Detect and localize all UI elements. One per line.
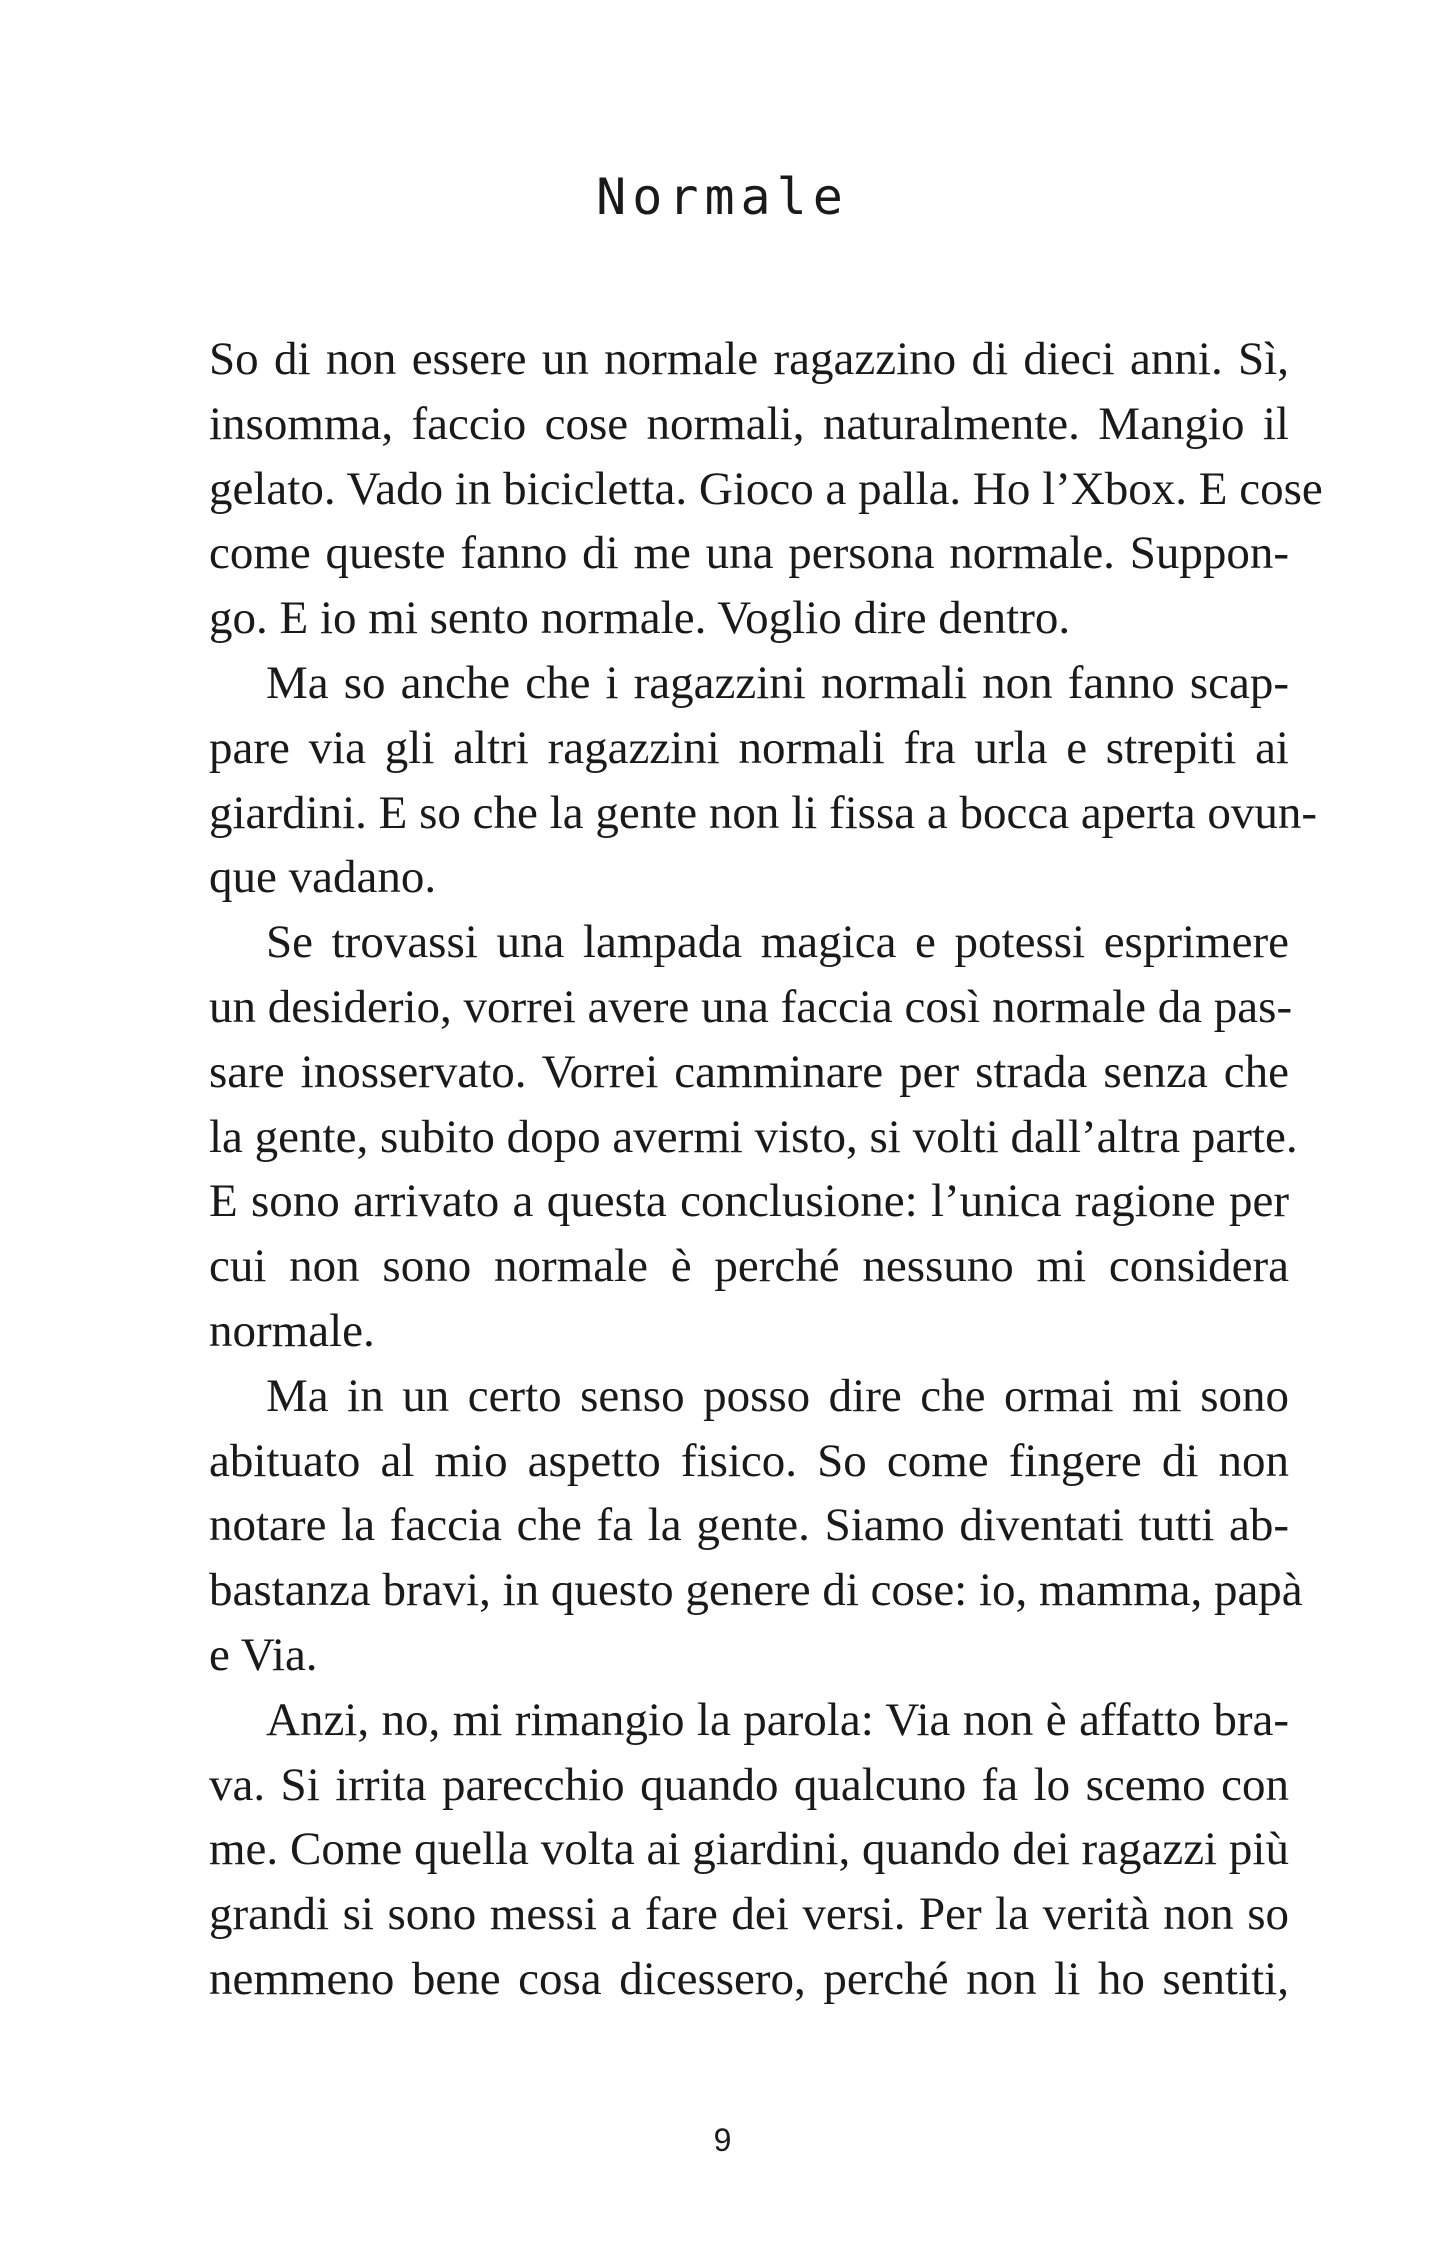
paragraph-4 xyxy=(209,1364,1303,1688)
text-line: abituato al mio aspetto fisico. So come fingere di non xyxy=(209,1434,1289,1487)
body-text xyxy=(209,327,1323,2012)
text-line: va. Si irrita parecchio quando qualcuno fa lo scemo con xyxy=(209,1758,1289,1811)
text-line: come queste fanno di me una persona normale. Suppon- xyxy=(209,527,1289,580)
text-line: cui non sono normale è perché nessuno mi considera xyxy=(209,1240,1289,1293)
text-line: giardini. E so che la gente non li fissa a bocca aperta ovun- xyxy=(209,786,1318,839)
text-line: la gente, subito dopo avermi visto, si volti dall’altra parte. xyxy=(209,1110,1298,1163)
page-number: 9 xyxy=(713,2122,732,2158)
text-line: grandi si sono messi a fare dei versi. Per la verità non so xyxy=(209,1888,1289,1941)
text-line: bastanza bravi, in questo genere di cose: io, mamma, papà xyxy=(209,1564,1303,1617)
paragraph-1 xyxy=(209,327,1323,651)
text-line: Se trovassi una lampada magica e potessi esprimere xyxy=(266,916,1289,969)
text-line: go. E io mi sento normale. Voglio dire dentro. xyxy=(209,592,1071,645)
text-line: Anzi, no, mi rimangio la parola: Via non è affatto bra- xyxy=(266,1693,1289,1746)
paragraph-3 xyxy=(209,910,1298,1364)
text-line: Ma in un certo senso posso dire che ormai mi sono xyxy=(266,1369,1289,1422)
text-line: me. Come quella volta ai giardini, quando dei ragazzi più xyxy=(209,1823,1289,1876)
text-line: normale. xyxy=(209,1304,375,1357)
text-line: gelato. Vado in bicicletta. Gioco a palla. Ho l’Xbox. E cose xyxy=(209,462,1323,515)
text-line: e Via. xyxy=(209,1628,318,1681)
text-line: que vadano. xyxy=(209,851,437,904)
paragraph-5 xyxy=(209,1688,1289,2012)
text-line: un desiderio, vorrei avere una faccia così normale da pas- xyxy=(209,980,1293,1033)
text-line: nemmeno bene cosa dicessero, perché non li ho sentiti, xyxy=(209,1952,1289,2005)
text-line: Ma so anche che i ragazzini normali non fanno scap- xyxy=(266,656,1289,709)
text-line: sare inosservato. Vorrei camminare per strada senza che xyxy=(209,1045,1289,1098)
text-line: E sono arrivato a questa conclusione: l’unica ragione per xyxy=(209,1175,1289,1228)
text-line: So di non essere un normale ragazzino di dieci anni. Sì, xyxy=(209,333,1289,385)
text-line: notare la faccia che fa la gente. Siamo diventati tutti ab- xyxy=(209,1499,1289,1552)
chapter-title: Normale xyxy=(596,168,849,226)
text-line: insomma, faccio cose normali, naturalmente. Mangio il xyxy=(209,397,1289,450)
paragraph-2 xyxy=(209,651,1318,910)
text-line: pare via gli altri ragazzini normali fra urla e strepiti ai xyxy=(209,721,1289,774)
